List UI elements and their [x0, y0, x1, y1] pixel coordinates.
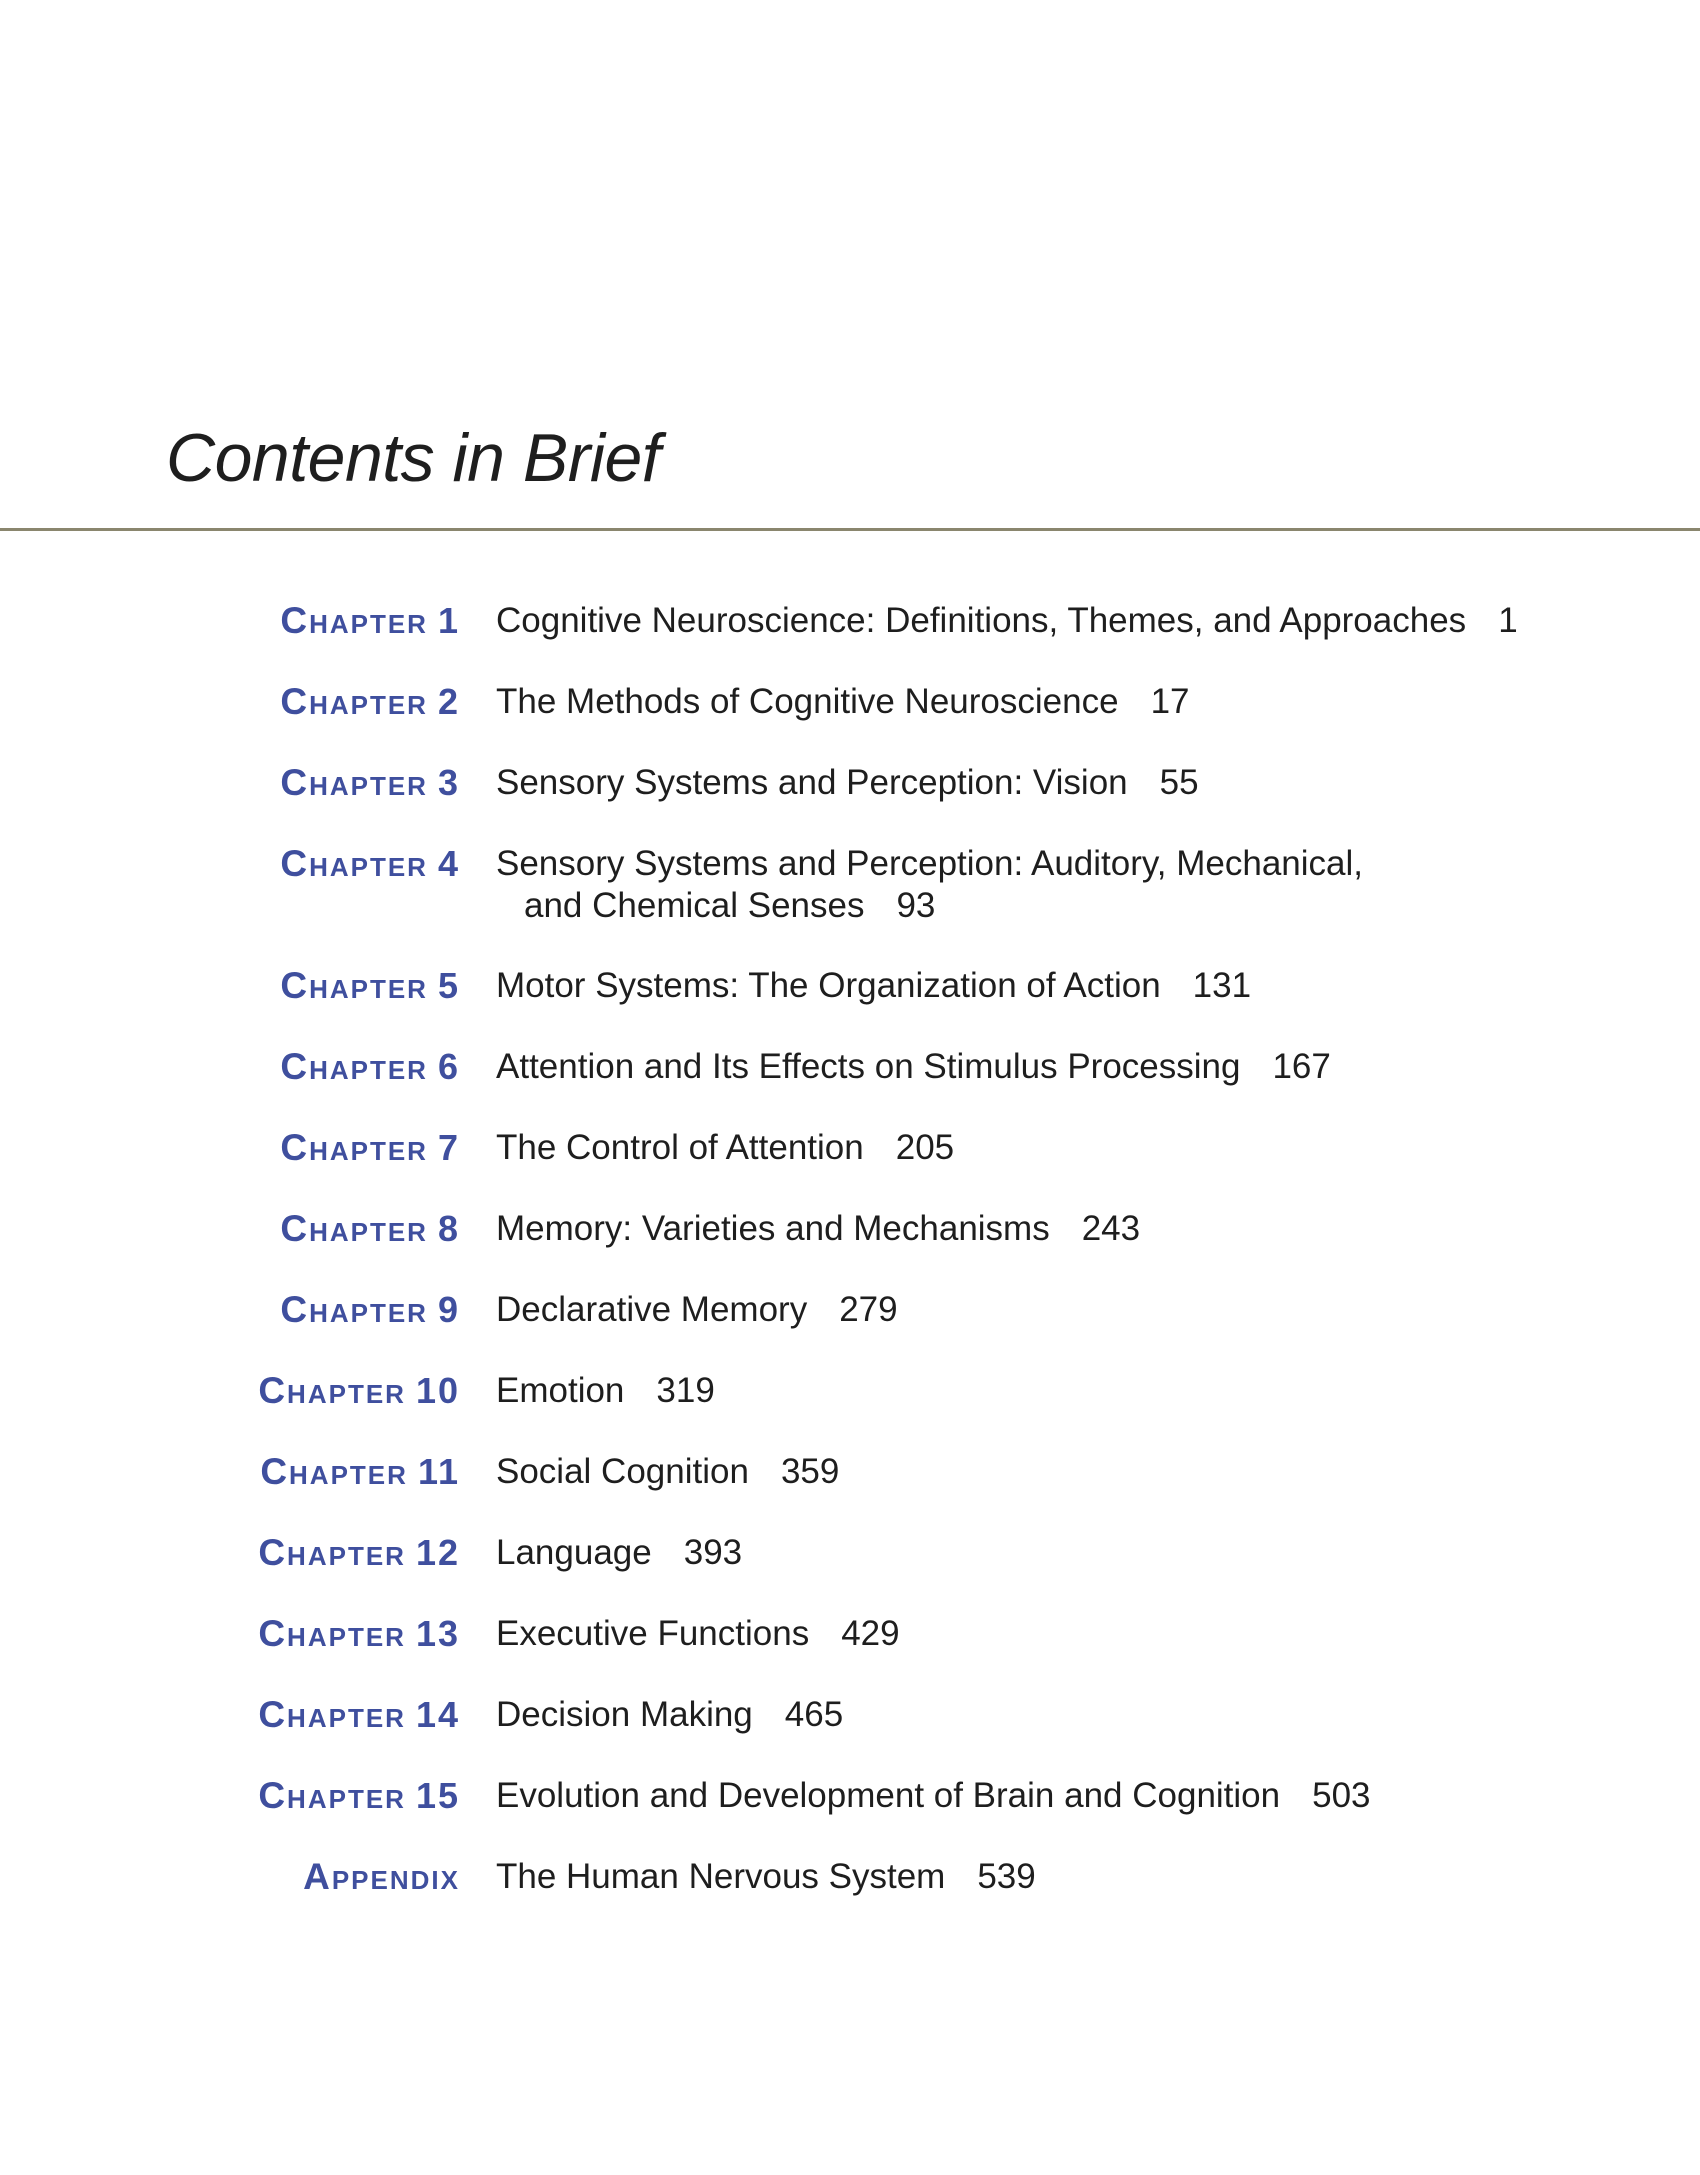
entry-title-text: Sensory Systems and Perception: Vision — [496, 763, 1128, 802]
toc-entry[interactable] — [0, 762, 1700, 843]
entry-label-word: Chapter — [280, 762, 428, 803]
entry-page-number: 205 — [895, 1128, 955, 1167]
entry-number: 12 — [415, 1532, 460, 1573]
entry-label — [258, 1775, 460, 1818]
entry-page-number: 131 — [1192, 966, 1252, 1005]
entry-label-word: Chapter — [280, 1289, 428, 1330]
entry-title — [496, 843, 1596, 927]
entry-label — [280, 1127, 460, 1170]
toc-entry[interactable] — [0, 1370, 1700, 1451]
entry-label — [260, 1451, 460, 1494]
entry-label — [280, 965, 460, 1008]
entry-title-line — [496, 1127, 1596, 1169]
entry-title-line — [496, 681, 1596, 723]
entry-page-number: 465 — [784, 1695, 844, 1734]
entry-label-word: Chapter — [258, 1370, 406, 1411]
entry-title-text: Decision Making — [496, 1695, 753, 1734]
entry-number: 9 — [437, 1289, 460, 1330]
entry-title-text: Memory: Varieties and Mechanisms — [496, 1209, 1050, 1248]
entry-title-line — [496, 885, 1596, 927]
entry-page-number: 55 — [1159, 763, 1199, 802]
entry-number: 14 — [415, 1694, 460, 1735]
entry-number: 1 — [437, 600, 460, 641]
entry-title-text: Attention and Its Effects on Stimulus Processing — [496, 1047, 1241, 1086]
entry-title-line — [496, 1451, 1596, 1493]
entry-title-text: and Chemical Senses — [524, 886, 865, 925]
entry-number: 15 — [415, 1775, 460, 1816]
entry-label-word: Chapter — [280, 1127, 428, 1168]
entry-label — [280, 681, 460, 724]
entry-number: 4 — [437, 843, 460, 884]
entry-label — [280, 1208, 460, 1251]
entry-page-number: 167 — [1272, 1047, 1331, 1086]
entry-title-text: The Methods of Cognitive Neuroscience — [496, 682, 1119, 721]
entry-number: 13 — [415, 1613, 460, 1654]
entry-number: 8 — [437, 1208, 460, 1249]
entry-page-number: 539 — [977, 1857, 1036, 1896]
entry-title-text: Evolution and Development of Brain and Cognition — [496, 1776, 1281, 1815]
entry-label — [258, 1370, 460, 1413]
toc-entry[interactable] — [0, 965, 1700, 1046]
entry-title — [496, 762, 1596, 804]
entry-page-number: 393 — [683, 1533, 743, 1572]
entry-label-word: Chapter — [280, 965, 428, 1006]
entry-label-word: Chapter — [258, 1613, 406, 1654]
entry-title — [496, 681, 1596, 723]
toc-entry[interactable] — [0, 1289, 1700, 1370]
entry-label-word: Chapter — [280, 1046, 428, 1087]
entry-title — [496, 600, 1596, 642]
title-divider — [0, 528, 1700, 531]
entry-page-number: 319 — [656, 1371, 715, 1410]
entry-title-line — [496, 600, 1596, 642]
toc-entry[interactable] — [0, 1208, 1700, 1289]
entry-title-text: Language — [496, 1533, 652, 1572]
entry-title-line — [496, 1613, 1596, 1655]
entry-title-line — [496, 1694, 1596, 1736]
entry-label — [280, 1046, 460, 1089]
entry-label — [258, 1532, 460, 1575]
page-title: Contents in Brief — [166, 420, 661, 496]
table-of-contents — [0, 600, 1700, 1937]
toc-entry[interactable] — [0, 1613, 1700, 1694]
entry-page-number: 17 — [1150, 682, 1190, 721]
entry-page-number: 429 — [841, 1614, 900, 1653]
entry-label-word: Chapter — [258, 1694, 406, 1735]
entry-label-word: Chapter — [260, 1451, 408, 1492]
entry-label — [280, 1289, 460, 1332]
entry-title-line — [496, 1370, 1596, 1412]
entry-title — [496, 1613, 1596, 1655]
entry-title-text: Motor Systems: The Organization of Action — [496, 966, 1161, 1005]
toc-entry[interactable] — [0, 1532, 1700, 1613]
toc-entry[interactable] — [0, 1127, 1700, 1208]
toc-entry[interactable] — [0, 1694, 1700, 1775]
entry-title-line — [496, 762, 1596, 804]
entry-label — [258, 1694, 460, 1737]
entry-title — [496, 1370, 1596, 1412]
entry-page-number: 359 — [780, 1452, 840, 1491]
toc-entry[interactable] — [0, 843, 1700, 965]
entry-label-word: Chapter — [280, 681, 428, 722]
entry-title — [496, 1856, 1596, 1898]
entry-page-number: 279 — [839, 1290, 898, 1329]
entry-label — [280, 762, 460, 805]
entry-label-word: Chapter — [280, 600, 428, 641]
entry-title-text: Declarative Memory — [496, 1290, 808, 1329]
entry-page-number: 93 — [896, 886, 936, 925]
entry-title — [496, 1775, 1596, 1817]
entry-label — [280, 600, 460, 643]
entry-title — [496, 1451, 1596, 1493]
toc-entry[interactable] — [0, 681, 1700, 762]
entry-label-word: Chapter — [280, 843, 428, 884]
entry-title-line — [496, 965, 1596, 1007]
entry-title-line — [496, 1856, 1596, 1898]
entry-title-text: Cognitive Neuroscience: Definitions, Themes, and Approaches — [496, 601, 1467, 640]
entry-title — [496, 1289, 1596, 1331]
entry-number: 10 — [415, 1370, 460, 1411]
entry-number: 11 — [417, 1451, 460, 1492]
entry-label-word: Chapter — [258, 1532, 406, 1573]
entry-label — [280, 843, 460, 886]
entry-title — [496, 1694, 1596, 1736]
entry-title — [496, 1532, 1596, 1574]
entry-label — [303, 1856, 460, 1899]
entry-number: 2 — [437, 681, 460, 722]
entry-number: 3 — [437, 762, 460, 803]
entry-title-text: Sensory Systems and Perception: Auditory, Mechanical, — [496, 844, 1364, 883]
entry-title-text: The Human Nervous System — [496, 1857, 946, 1896]
entry-page-number: 1 — [1498, 601, 1518, 640]
entry-label-word: Chapter — [280, 1208, 428, 1249]
entry-title-line — [496, 1532, 1596, 1574]
entry-title-line — [496, 1208, 1596, 1250]
entry-title-text: Executive Functions — [496, 1614, 810, 1653]
entry-label-word: Chapter — [258, 1775, 406, 1816]
entry-title — [496, 1046, 1596, 1088]
toc-entry[interactable] — [0, 1775, 1700, 1856]
entry-title-line — [496, 1046, 1596, 1088]
entry-title-line — [496, 1775, 1596, 1817]
entry-title — [496, 1208, 1596, 1250]
entry-page-number: 503 — [1312, 1776, 1371, 1815]
entry-number: 7 — [437, 1127, 460, 1168]
entry-title — [496, 965, 1596, 1007]
toc-entry[interactable] — [0, 1046, 1700, 1127]
toc-entry[interactable] — [0, 1856, 1700, 1937]
entry-title-text: The Control of Attention — [496, 1128, 864, 1167]
toc-entry[interactable] — [0, 600, 1700, 681]
entry-page-number: 243 — [1081, 1209, 1141, 1248]
entry-title-text: Social Cognition — [496, 1452, 749, 1491]
entry-label — [258, 1613, 460, 1656]
entry-number: 5 — [437, 965, 460, 1006]
entry-title-text: Emotion — [496, 1371, 625, 1410]
entry-title-line — [496, 843, 1596, 885]
toc-entry[interactable] — [0, 1451, 1700, 1532]
entry-label-word: Appendix — [303, 1856, 460, 1897]
entry-title-line — [496, 1289, 1596, 1331]
entry-title — [496, 1127, 1596, 1169]
entry-number: 6 — [437, 1046, 460, 1087]
